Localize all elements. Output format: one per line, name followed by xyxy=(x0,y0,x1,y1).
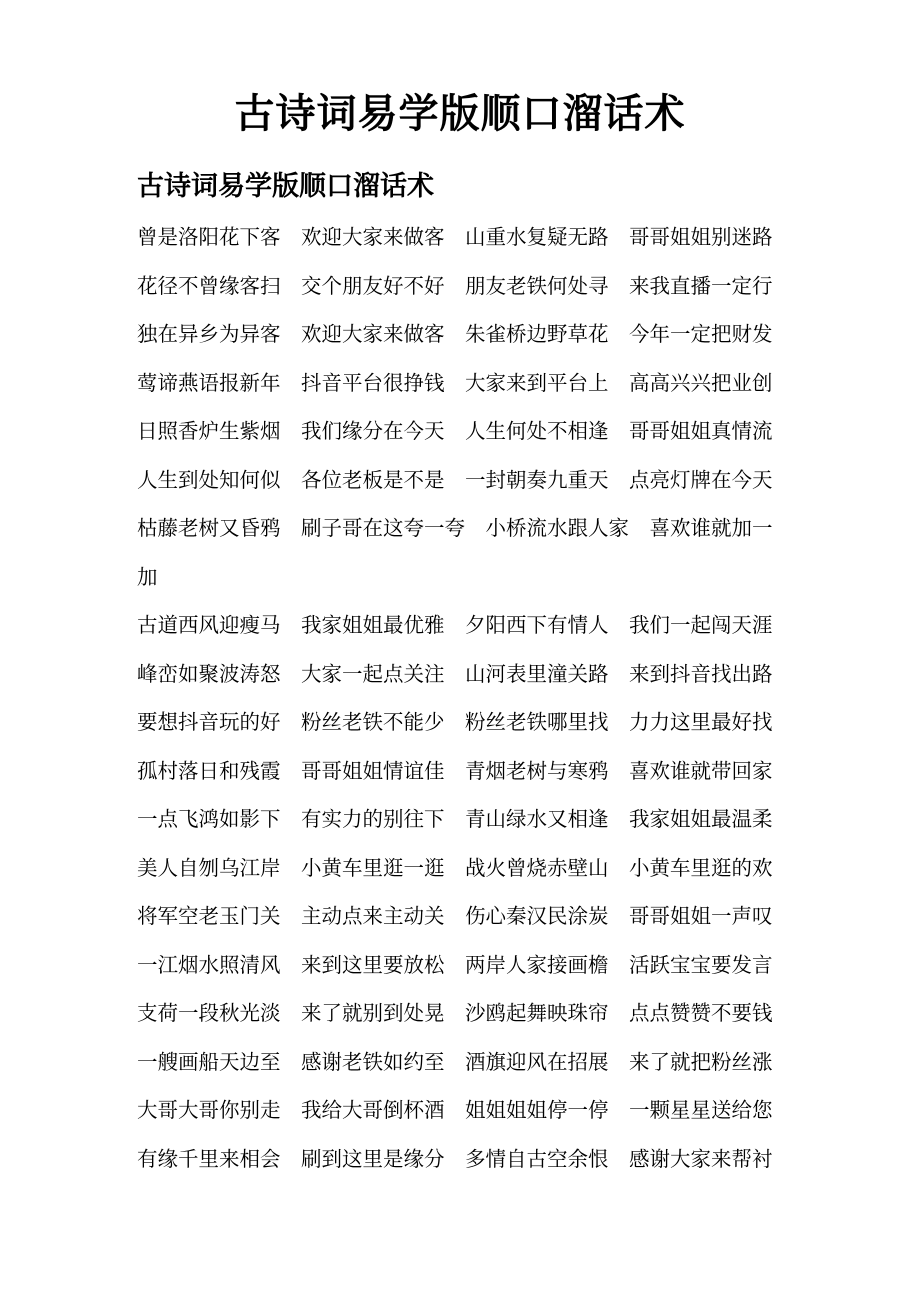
poem-line: 支荷一段秋光淡 来了就别到处晃 沙鸥起舞映珠帘 点点赞赞不要钱 xyxy=(137,1001,773,1025)
section-heading: 古诗词易学版顺口溜话术 xyxy=(137,171,434,202)
poem-line: 将军空老玉门关 主动点来主动关 伤心秦汉民涂炭 哥哥姐姐一声叹 xyxy=(137,904,773,928)
poem-line: 枯藤老树又昏鸦 刷子哥在这夸一夸 小桥流水跟人家 喜欢谁就加一加 xyxy=(137,516,773,589)
poem-body xyxy=(137,213,797,1183)
poem-line: 峰峦如聚波涛怒 大家一起点关注 山河表里潼关路 来到抖音找出路 xyxy=(137,661,773,686)
poem-line: 人生到处知何似 各位老板是不是 一封朝奏九重天 点亮灯牌在今天 xyxy=(137,467,773,492)
poem-line: 一点飞鸿如影下 有实力的别往下 青山绿水又相逢 我家姐姐最温柔 xyxy=(137,807,773,831)
poem-line: 一艘画船天边至 感谢老铁如约至 酒旗迎风在招展 来了就把粉丝涨 xyxy=(137,1049,773,1074)
poem-line: 古道西风迎瘦马 我家姐姐最优雅 夕阳西下有情人 我们一起闯天涯 xyxy=(137,613,773,637)
poem-line: 一江烟水照清风 来到这里要放松 两岸人家接画檐 活跃宝宝要发言 xyxy=(137,952,773,977)
poem-line: 花径不曾缘客扫 交个朋友好不好 朋友老铁何处寻 来我直播一定行 xyxy=(137,273,773,298)
poem-line: 日照香炉生紫烟 我们缘分在今天 人生何处不相逢 哥哥姐姐真情流 xyxy=(137,419,773,443)
poem-line: 有缘千里来相会 刷到这里是缘分 多情自古空余恨 感谢大家来帮衬 xyxy=(137,1146,773,1171)
poem-line: 曾是洛阳花下客 欢迎大家来做客 山重水复疑无路 哥哥姐姐别迷路 xyxy=(137,225,773,249)
document-title: 古诗词易学版顺口溜话术 xyxy=(234,90,686,137)
poem-line: 大哥大哥你别走 我给大哥倒杯酒 姐姐姐姐停一停 一颗星星送给您 xyxy=(137,1098,773,1122)
poem-line: 要想抖音玩的好 粉丝老铁不能少 粉丝老铁哪里找 力力这里最好找 xyxy=(137,710,773,734)
poem-line: 美人自刎乌江岸 小黄车里逛一逛 战火曾烧赤壁山 小黄车里逛的欢 xyxy=(137,855,773,880)
poem-line: 莺谛燕语报新年 抖音平台很挣钱 大家来到平台上 高高兴兴把业创 xyxy=(137,370,773,395)
poem-line: 独在异乡为异客 欢迎大家来做客 朱雀桥边野草花 今年一定把财发 xyxy=(137,322,773,346)
poem-line: 孤村落日和残霞 哥哥姐姐情谊佳 青烟老树与寒鸦 喜欢谁就带回家 xyxy=(137,758,773,783)
